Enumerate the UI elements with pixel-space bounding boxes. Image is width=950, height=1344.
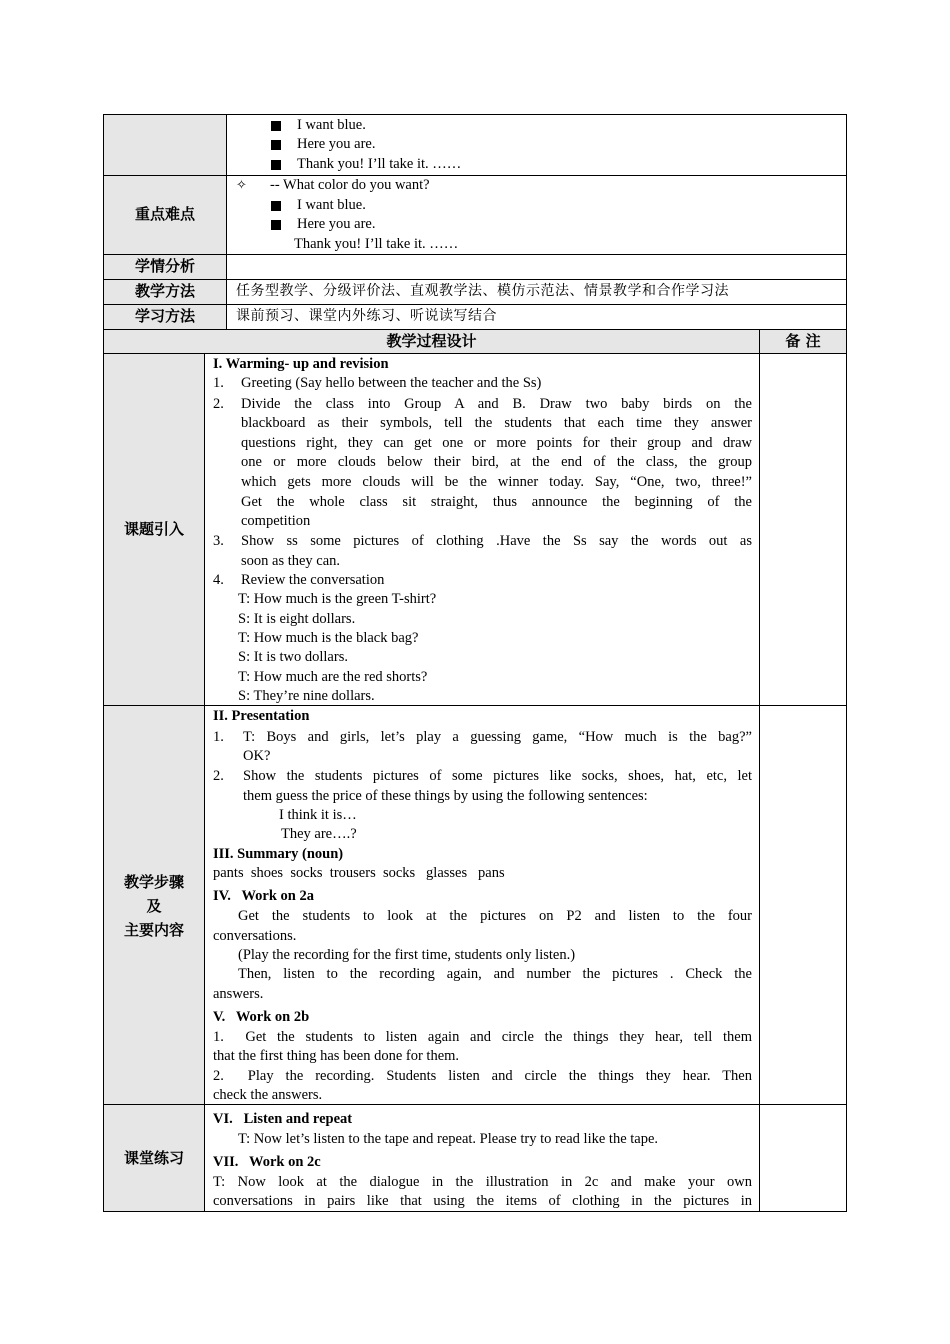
- key-bullet-1: I want blue.: [297, 197, 366, 213]
- practice-label: 课堂练习: [123, 1149, 184, 1167]
- intro-item-2-line: blackboard as their symbols, tell the students that each time they answer: [241, 415, 752, 431]
- work-2a-line: Get the students to look at the pictures on P2 and listen to the four: [238, 908, 752, 924]
- dialogue-line: T: How much are the red shorts?: [238, 669, 428, 685]
- intro-item-2-line: Get the whole class sit straight, thus announce the beginning of the: [241, 494, 752, 510]
- summary-words: pants shoes socks trousers socks glasses pans: [213, 865, 505, 881]
- work-2b-line: check the answers.: [213, 1087, 323, 1103]
- bullet-square-icon: [271, 201, 281, 211]
- dialogue-line: T: How much is the black bag?: [238, 630, 419, 646]
- key-question: -- What color do you want?: [270, 177, 430, 193]
- intro-item-1-line: Greeting (Say hello between the teacher and the Ss): [241, 375, 542, 391]
- intro-item-2-line: Divide the class into Group A and B. Draw two baby birds on the: [241, 396, 752, 412]
- example-sentence: They are….?: [281, 826, 357, 842]
- work-2b-line: that the first thing has been done for them.: [213, 1048, 460, 1064]
- work-2a-heading: IV. Work on 2a: [213, 888, 314, 904]
- list-number: 1.: [213, 375, 224, 391]
- dialogue-line: S: They’re nine dollars.: [238, 688, 375, 704]
- list-number: 3.: [213, 533, 224, 549]
- bullet-square-icon: [271, 121, 281, 131]
- list-number: 1.: [213, 729, 224, 745]
- intro-item-2-line: questions right, they can get one or more points for their group and draw: [241, 435, 752, 451]
- teaching-methods-value: 任务型教学、分级评价法、直观教学法、模仿示范法、情景教学和合作学习法: [236, 283, 729, 299]
- intro-item-3-line: Show ss some pictures of clothing .Have the Ss say the words out as: [241, 533, 752, 549]
- row-divider: [103, 304, 847, 305]
- top-bullet-3: Thank you! I’ll take it. ……: [297, 156, 462, 172]
- presentation-item-1-line: T: Boys and girls, let’s play a guessing game, “How much is the bag?”: [243, 729, 752, 745]
- table-border: [103, 114, 104, 1212]
- col-divider: [226, 114, 227, 330]
- intro-heading: I. Warming- up and revision: [213, 356, 389, 372]
- steps-label-line-2: 及: [146, 897, 162, 915]
- row-divider: [103, 353, 847, 354]
- bullet-square-icon: [271, 160, 281, 170]
- listen-repeat-heading: VI. Listen and repeat: [213, 1111, 353, 1127]
- presentation-item-1-line: OK?: [243, 748, 271, 764]
- bullet-square-icon: [271, 140, 281, 150]
- col-divider: [204, 353, 205, 1212]
- row-divider: [103, 175, 847, 176]
- work-2b-line: 1. Get the students to listen again and circle the things they hear, tell them: [213, 1029, 752, 1045]
- row-divider: [103, 705, 847, 706]
- summary-heading: III. Summary (noun): [213, 846, 344, 862]
- dialogue-line: S: It is eight dollars.: [238, 611, 356, 627]
- presentation-item-2-line: Show the students pictures of some pictures like socks, shoes, hat, etc, let: [243, 768, 752, 784]
- list-number: 4.: [213, 572, 224, 588]
- notes-header: 备 注: [785, 332, 821, 350]
- presentation-heading: II. Presentation: [213, 708, 310, 724]
- steps-label-line-3: 主要内容: [123, 921, 184, 939]
- bullet-square-icon: [271, 220, 281, 230]
- process-header-title: 教学过程设计: [386, 332, 477, 350]
- work-2a-line: (Play the recording for the first time, students only listen.): [238, 947, 576, 963]
- key-points-label: 重点难点: [134, 205, 195, 223]
- intro-item-2-line: one or more clouds below their bird, at the end of the class, the group: [241, 454, 752, 470]
- work-2b-line: 2. Play the recording. Students listen and circle the things they hear. Then: [213, 1068, 752, 1084]
- teaching-methods-label: 教学方法: [134, 282, 195, 300]
- table-border: [846, 114, 847, 1212]
- listen-repeat-line: T: Now let’s listen to the tape and repeat. Please try to read like the tape.: [238, 1131, 659, 1147]
- col-divider: [759, 329, 760, 1212]
- work-2b-heading: V. Work on 2b: [213, 1009, 310, 1025]
- table-border: [103, 1211, 847, 1212]
- intro-item-4-line: Review the conversation: [241, 572, 385, 588]
- learning-methods-value: 课前预习、课堂内外练习、听说读写结合: [236, 308, 497, 324]
- intro-item-2-line: which gets more clouds will be the winner today. Say, “One, two, three!”: [241, 474, 752, 490]
- row-divider: [103, 329, 847, 330]
- work-2a-line: Then, listen to the recording again, and number the pictures . Check the: [238, 966, 752, 982]
- work-2c-line: T: Now look at the dialogue in the illustration in 2c and make your own: [213, 1174, 752, 1190]
- work-2a-line: conversations.: [213, 928, 297, 944]
- table-border: [103, 114, 847, 115]
- work-2a-line: answers.: [213, 986, 264, 1002]
- top-bullet-1: I want blue.: [297, 117, 366, 133]
- key-last-line: Thank you! I’ll take it. ……: [294, 236, 459, 252]
- learner-analysis-label: 学情分析: [134, 257, 195, 275]
- intro-item-3-line: soon as they can.: [241, 553, 341, 569]
- row-divider: [103, 279, 847, 280]
- diamond-icon: ✧: [236, 178, 247, 193]
- presentation-item-2-line: them guess the price of these things by using the following sentences:: [243, 788, 648, 804]
- intro-item-2-line: competition: [241, 513, 311, 529]
- dialogue-line: S: It is two dollars.: [238, 649, 348, 665]
- work-2c-line: conversations in pairs like that using the items of clothing in the pictures in: [213, 1193, 752, 1209]
- steps-label-line-1: 教学步骤: [123, 873, 184, 891]
- row-divider: [103, 254, 847, 255]
- intro-label: 课题引入: [123, 520, 184, 538]
- list-number: 2.: [213, 396, 224, 412]
- list-number: 2.: [213, 768, 224, 784]
- work-2c-heading: VII. Work on 2c: [213, 1154, 321, 1170]
- top-bullet-2: Here you are.: [297, 136, 376, 152]
- key-bullet-2: Here you are.: [297, 216, 376, 232]
- example-sentence: I think it is…: [279, 807, 357, 823]
- learning-methods-label: 学习方法: [134, 307, 195, 325]
- dialogue-line: T: How much is the green T-shirt?: [238, 591, 437, 607]
